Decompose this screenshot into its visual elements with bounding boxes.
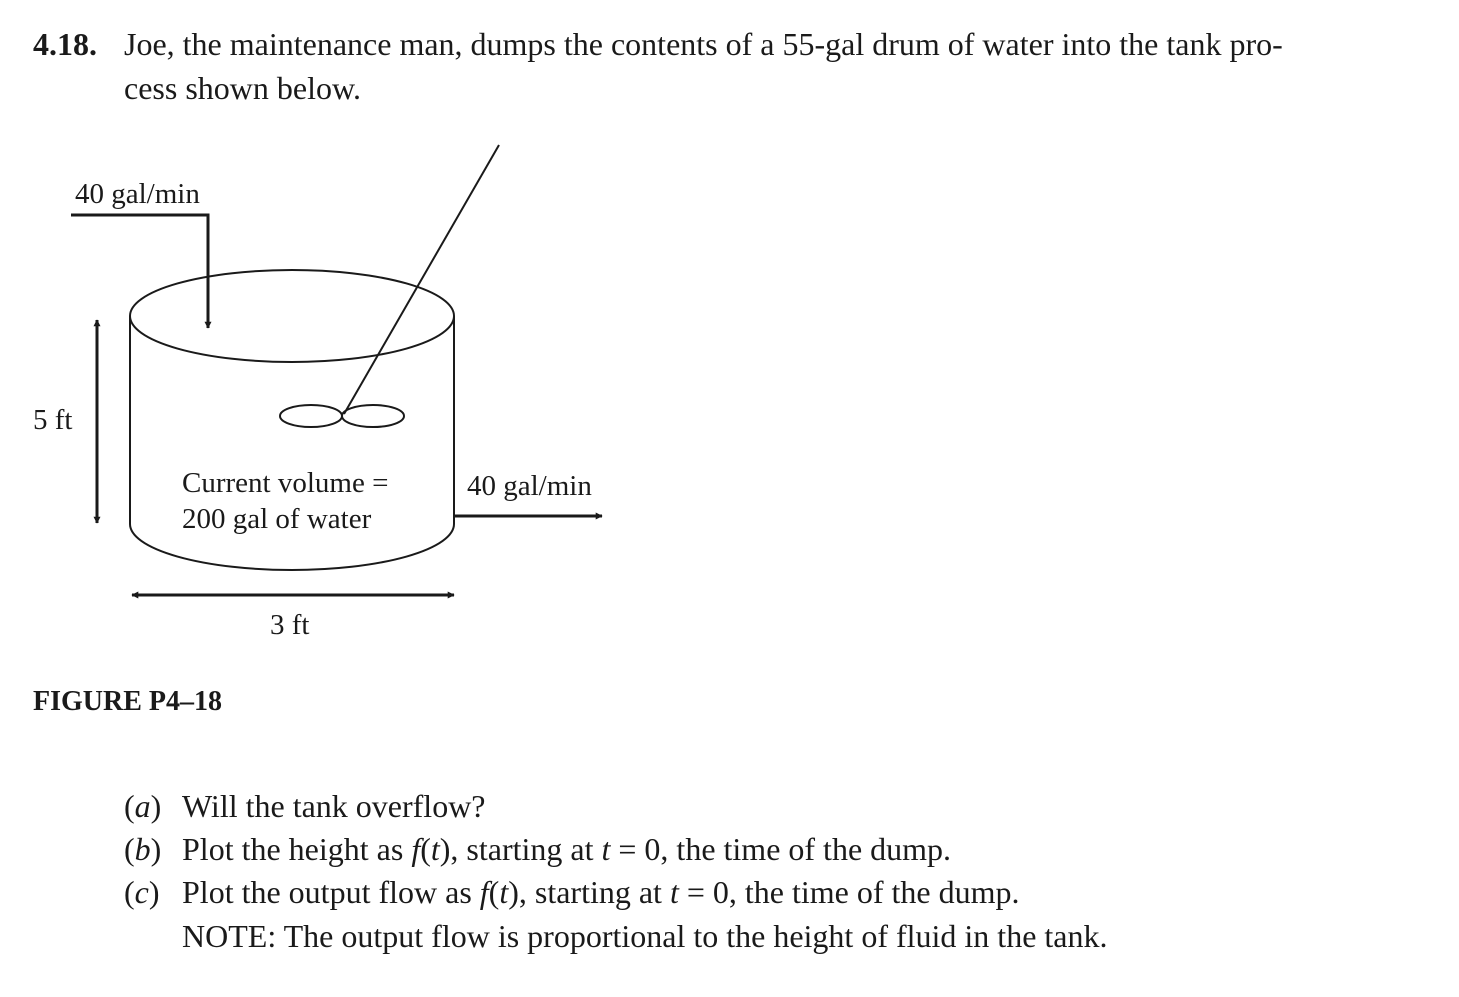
figure-caption: FIGURE P4–18 [33, 686, 222, 717]
problem-statement-line-2: cess shown below. [124, 70, 361, 106]
diameter-label: 3 ft [270, 609, 310, 641]
part-a-text: Will the tank overflow? [182, 788, 486, 824]
inflow-label: 40 gal/min [75, 178, 200, 210]
problem-number: 4.18. [33, 26, 97, 62]
volume-label-line-2: 200 gal of water [182, 503, 372, 535]
inflow-pipe [71, 215, 208, 328]
height-label: 5 ft [33, 404, 73, 436]
part-b: (b) Plot the height as f(t), starting at t = 0, the time of the dump. [124, 831, 952, 867]
mixer-blade-left [280, 405, 342, 427]
tank-top-ellipse [130, 270, 454, 362]
outflow-label: 40 gal/min [467, 470, 592, 502]
volume-label-line-1: Current volume = [182, 467, 389, 499]
part-a-label: (a) [124, 788, 162, 824]
part-c-label: (c) [124, 874, 160, 910]
part-c: (c) Plot the output flow as f(t), starting at t = 0, the time of the dump. [124, 874, 1020, 910]
part-b-label: (b) [124, 831, 162, 867]
note: NOTE: The output flow is proportional to the height of fluid in the tank. [182, 918, 1108, 954]
mixer-shaft [344, 145, 499, 414]
tank-process-figure [0, 130, 700, 670]
part-a [124, 788, 486, 825]
mixer-blade-right [342, 405, 404, 427]
problem-statement-line-1: Joe, the maintenance man, dumps the contents of a 55-gal drum of water into the tank pro- [124, 26, 1283, 62]
